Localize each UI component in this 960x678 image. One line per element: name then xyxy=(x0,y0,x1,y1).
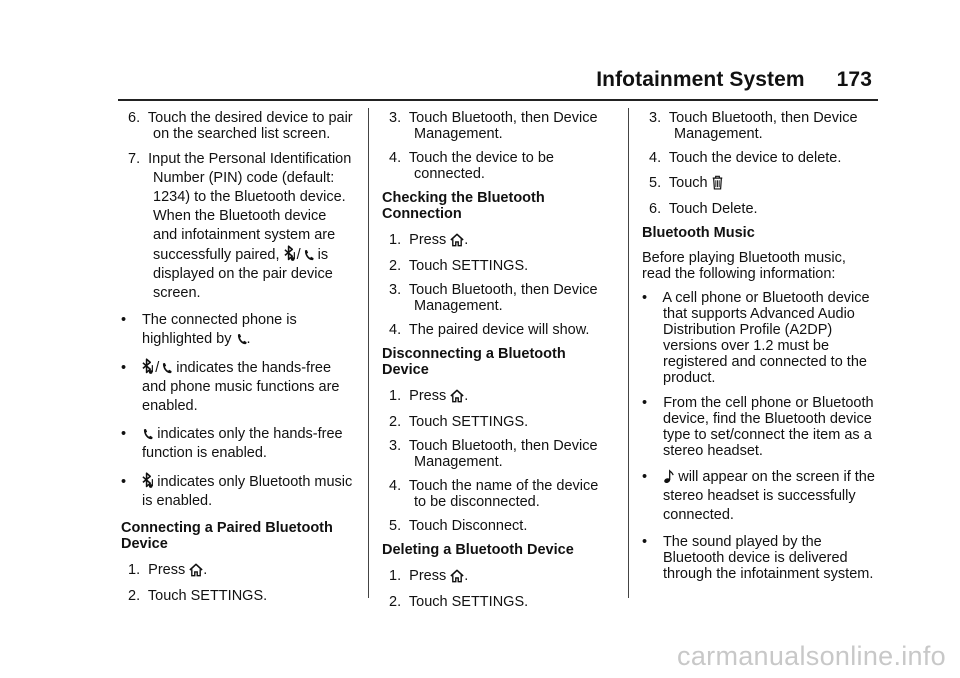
bullet-item: • The connected phone is highlighted by . xyxy=(121,312,297,347)
home-icon xyxy=(450,389,464,403)
bullet-item: • indicates only Bluetooth music is enabled. xyxy=(121,474,353,509)
section-heading: Checking the Bluetooth Connection xyxy=(382,190,545,222)
section-title: Infotainment System xyxy=(596,68,805,91)
list-item: 4. Touch the name of the device to be disconnected. xyxy=(389,478,599,510)
bullet-item: • will appear on the screen if the stereo headset is successfully connected. xyxy=(642,469,875,523)
bullet-item: • indicates only the hands-free function is enabled. xyxy=(121,426,343,461)
bullet-item: • The sound played by the Bluetooth device is delivered through the infotainment system. xyxy=(642,534,874,582)
bluetooth-music-icon xyxy=(284,245,295,262)
bluetooth-music-icon xyxy=(142,358,153,375)
section-heading: Deleting a Bluetooth Device xyxy=(382,542,574,558)
list-item: 4. Touch the device to be connected. xyxy=(389,150,554,182)
intro-paragraph: Before playing Bluetooth music, read the following information: xyxy=(642,250,846,282)
list-item: 3. Touch Bluetooth, then Device Management. xyxy=(389,282,598,314)
list-item: 2. Touch SETTINGS. xyxy=(389,414,529,430)
list-item: 2. Touch SETTINGS. xyxy=(389,258,529,274)
music-note-icon xyxy=(663,469,674,484)
bluetooth-music-icon xyxy=(142,472,153,489)
phone-icon xyxy=(161,362,172,375)
list-item: 3. Touch Bluetooth, then Device Management. xyxy=(389,438,598,470)
section-heading: Disconnecting a Bluetooth Device xyxy=(382,346,566,378)
home-icon xyxy=(450,569,464,583)
column-2 xyxy=(382,110,614,618)
phone-icon xyxy=(303,249,314,262)
phone-icon xyxy=(142,428,153,441)
list-item: 2. Touch SETTINGS. xyxy=(128,588,268,604)
section-heading: Connecting a Paired Bluetooth Device xyxy=(121,520,333,552)
page-number: 173 xyxy=(836,68,872,91)
column-divider xyxy=(368,108,369,598)
list-item: 5. Touch Disconnect. xyxy=(389,518,528,534)
list-item: 4. The paired device will show. xyxy=(389,322,590,338)
bullet-item: • / indicates the hands-free and phone music functions are enabled. xyxy=(121,360,340,414)
header-rule xyxy=(118,99,878,101)
bullet-item: • A cell phone or Bluetooth device that supports Advanced Audio Distribution Profile (A2DP) versions over 1.2 must be registered and connected to the product. xyxy=(642,290,870,386)
home-icon xyxy=(189,563,203,577)
list-item: 6. Touch Delete. xyxy=(649,201,758,217)
page-header xyxy=(596,68,872,92)
list-item: 7. Input the Personal Identification Number (PIN) code (default: 1234) to the Bluetooth device. When the Bluetooth device and infotainment system are successfully paired, / is displayed on the pair device screen. xyxy=(128,151,352,301)
phone-icon xyxy=(236,333,247,346)
home-icon xyxy=(450,233,464,247)
list-item: 1. Press . xyxy=(389,388,469,404)
column-divider xyxy=(628,108,629,598)
list-item: 1. Press . xyxy=(128,562,208,578)
list-item: 6. Touch the desired device to pair on the searched list screen. xyxy=(128,110,353,142)
column-3 xyxy=(642,110,878,591)
list-item: 4. Touch the device to delete. xyxy=(649,150,842,166)
column-1 xyxy=(121,110,353,612)
bullet-item: • From the cell phone or Bluetooth device, find the Bluetooth device type to set/connect the item as a stereo headset. xyxy=(642,395,874,459)
list-item: 5. Touch xyxy=(642,174,878,193)
list-item: 2. Touch SETTINGS. xyxy=(389,594,529,610)
section-heading: Bluetooth Music xyxy=(642,225,755,241)
list-item: 1. Press . xyxy=(389,232,469,248)
watermark: carmanualsonline.info xyxy=(677,641,946,671)
list-item: 3. Touch Bluetooth, then Device Management. xyxy=(649,110,858,142)
list-item: 3. Touch Bluetooth, then Device Management. xyxy=(389,110,598,142)
trash-icon xyxy=(712,175,723,190)
list-item: 1. Press . xyxy=(389,568,469,584)
